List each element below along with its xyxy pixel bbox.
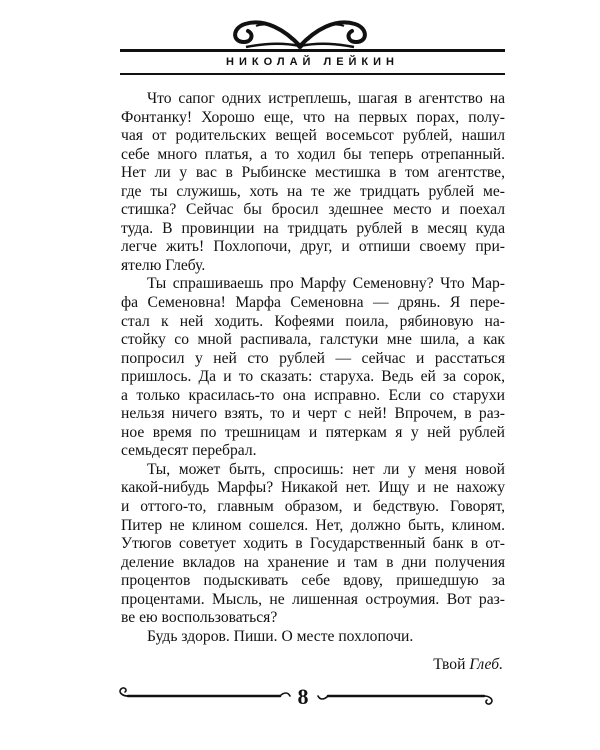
text-line: чая от родительских вещей восемьсот рублей, нашил	[121, 127, 505, 145]
text-line: процентов подыскивать себе вдову, пришедшую за	[121, 572, 505, 590]
running-head-author: НИКОЛАЙ ЛЕЙКИН	[226, 56, 399, 68]
text-line: пришлось. Да и то сказать: старуха. Ведь ей за сорок,	[121, 368, 505, 386]
header-rule-bottom	[120, 73, 505, 75]
text-line: стал к ней ходить. Кофеями поила, рябиновую на-	[121, 312, 505, 330]
text-line: где ты служишь, хоть на те же тридцать рублей ме-	[121, 182, 505, 200]
text-line: ное время по трешницам и пятеркам я у ней рублей	[121, 423, 505, 441]
text-line: Ты спрашиваешь про Марфу Семеновну? Что Мар-	[147, 275, 505, 293]
text-line: и оттого-то, главным образом, и бедствую. Говорят,	[121, 498, 505, 516]
text-line: стойку со мной распивала, галстуки мне шила, а как	[121, 331, 505, 349]
text-line: ятелю Глебу.	[121, 256, 206, 274]
text-line: Нет ли у вас в Рыбинске местишка в том агентстве,	[121, 164, 505, 182]
text-line: стишка? Сейчас бы бросил здешнее место и поехал	[121, 201, 505, 219]
text-line: деление вкладов на хранение и там в дни получения	[121, 553, 505, 571]
signature-name: Глеб.	[469, 656, 503, 673]
text-line: какой-нибудь Марфы? Никакой нет. Ищу и не нахожу	[121, 479, 505, 497]
text-line: ве ею воспользоваться?	[121, 609, 278, 627]
text-line: Питер не клином сошелся. Нет, должно быть, клином.	[121, 516, 505, 534]
header-rule-top	[120, 49, 505, 52]
text-line: Фонтанку! Хорошо еще, что на первых порах, полу-	[121, 108, 505, 126]
body-text	[121, 90, 505, 646]
text-line: фа Семеновна! Марфа Семеновна — дрянь. Я пере-	[121, 294, 505, 312]
text-line: процентами. Мысль, не лишенная остроумия. Вот раз-	[121, 590, 505, 608]
text-line: Ты, может быть, спросишь: нет ли у меня новой	[147, 460, 505, 478]
text-line: Будь здоров. Пиши. О месте похлопочи.	[147, 627, 414, 645]
text-line: легче жить! Похлопочи, друг, и отпиши своему при-	[121, 238, 505, 256]
text-line: попросил у ней сто рублей — сейчас и расстаться	[121, 349, 505, 367]
header-flourish-ornament	[0, 0, 600, 50]
letter-signature	[433, 655, 503, 675]
text-line: а только красилась-то она исправно. Если со старухи	[121, 386, 505, 404]
signature-prefix: Твой	[433, 656, 470, 673]
text-line: Утюгов советует ходить в Государственный банк в от-	[121, 535, 505, 553]
text-line: Что сапог одних истреплешь, шагая в агентство на	[147, 90, 505, 107]
text-line: нельзя ничего взять, то и черт с ней! Впрочем, в раз-	[121, 405, 505, 423]
text-line: семьдесят перебрал.	[121, 442, 257, 460]
text-line: себе много платья, а то ходил бы теперь отрепанный.	[121, 145, 505, 163]
page-number: 8	[297, 684, 309, 709]
text-line: туда. В провинции на тридцать рублей в месяц куда	[121, 219, 505, 237]
